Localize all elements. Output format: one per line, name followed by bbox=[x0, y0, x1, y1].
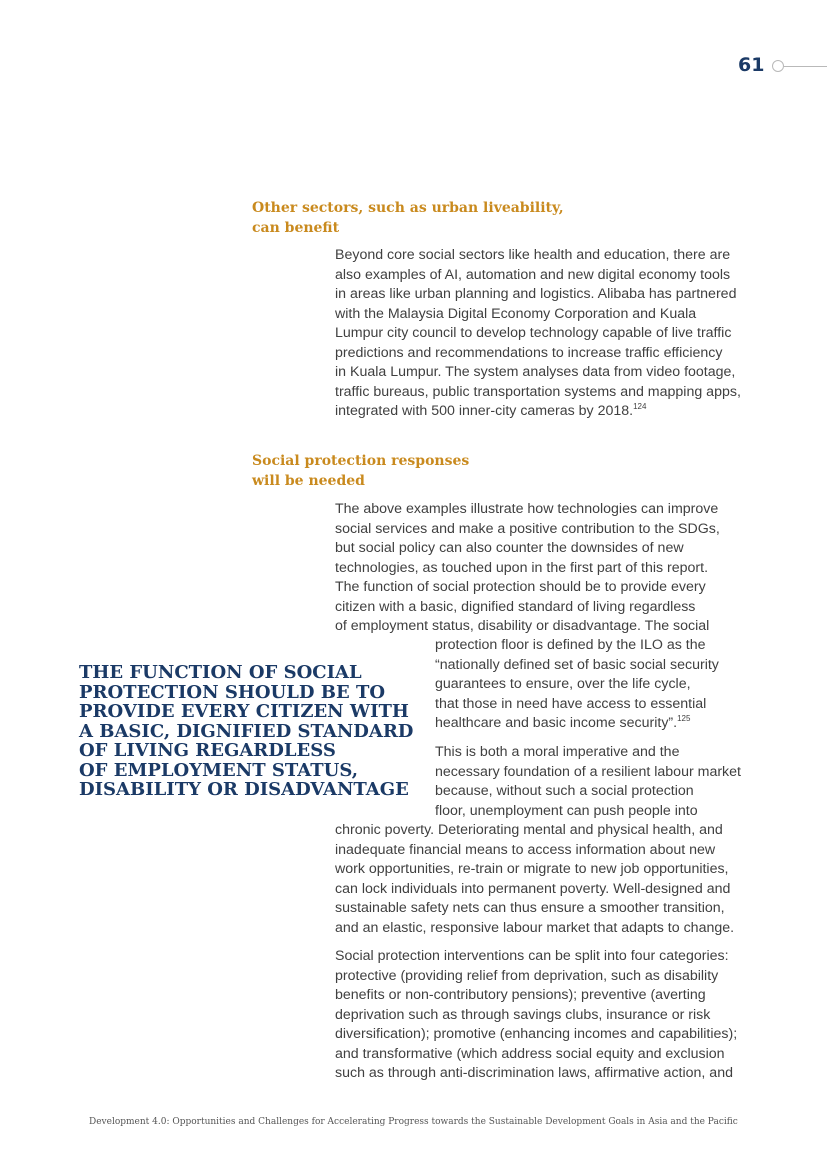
page-number-line-decoration bbox=[784, 66, 827, 67]
pull-quote-line: OF LIVING REGARDLESS bbox=[79, 740, 336, 761]
text-line: can lock individuals into permanent poverty. Well-designed and bbox=[335, 880, 731, 897]
paragraph-urban-liveability bbox=[335, 246, 741, 422]
text-line: This is both a moral imperative and the bbox=[435, 744, 680, 760]
page-number-circle-decoration bbox=[772, 60, 784, 72]
text-line: necessary foundation of a resilient labour market bbox=[435, 763, 741, 780]
text-line: that those in need have access to essential bbox=[435, 695, 707, 712]
text-line: and transformative (which address social equity and exclusion bbox=[335, 1045, 725, 1062]
paragraph-moral-imperative-continued bbox=[335, 821, 734, 938]
text-line: chronic poverty. Deteriorating mental and physical health, and bbox=[335, 822, 723, 838]
text-line: The above examples illustrate how technologies can improve bbox=[335, 501, 719, 517]
text-line-content: healthcare and basic income security”. bbox=[435, 715, 678, 731]
text-line: also examples of AI, automation and new digital economy tools bbox=[335, 266, 731, 283]
text-line: Lumpur city council to develop technology capable of live traffic bbox=[335, 325, 732, 341]
text-line: protection floor is defined by the ILO as the bbox=[435, 637, 706, 653]
page-footer: Development 4.0: Opportunities and Challenges for Accelerating Progress towards the Sustainable Development Goals in Asia and the Pacific bbox=[89, 1117, 738, 1127]
text-line: and an elastic, responsive labour market that adapts to change. bbox=[335, 919, 735, 936]
page-number: 61 bbox=[738, 54, 765, 76]
text-line-content: integrated with 500 inner-city cameras by 2018. bbox=[335, 403, 634, 419]
heading-line: Other sectors, such as urban liveability, bbox=[252, 200, 564, 216]
text-line: inadequate financial means to access information about new bbox=[335, 841, 716, 858]
paragraph-moral-imperative bbox=[435, 743, 741, 821]
pull-quote-line: OF EMPLOYMENT STATUS, bbox=[79, 759, 358, 781]
text-line: but social policy can also counter the downsides of new bbox=[335, 540, 684, 556]
text-line: diversification); promotive (enhancing incomes and capabilities); bbox=[335, 1026, 738, 1042]
text-line: floor, unemployment can push people into bbox=[435, 802, 698, 819]
text-line: because, without such a social protection bbox=[435, 783, 694, 799]
heading-line: will be needed bbox=[252, 473, 365, 489]
footnote-ref-125: 125 bbox=[677, 714, 691, 723]
pull-quote bbox=[79, 663, 413, 800]
text-line: predictions and recommendations to increase traffic efficiency bbox=[335, 344, 723, 361]
text-line: “nationally defined set of basic social security bbox=[435, 656, 719, 673]
footnote-ref-124: 124 bbox=[633, 402, 647, 411]
pull-quote-line: PROVIDE EVERY CITIZEN WITH bbox=[79, 701, 409, 722]
pull-quote-line: A BASIC, DIGNIFIED STANDARD bbox=[79, 720, 414, 742]
text-line: such as through anti-discrimination laws, affirmative action, and bbox=[335, 1065, 733, 1081]
text-line: benefits or non-contributory pensions); preventive (averting bbox=[335, 987, 706, 1003]
text-line: Social protection interventions can be split into four categories: bbox=[335, 948, 729, 964]
text-line: of employment status, disability or disadvantage. The social bbox=[335, 618, 710, 634]
text-line bbox=[335, 402, 741, 422]
pull-quote-line: PROTECTION SHOULD BE TO bbox=[79, 681, 386, 703]
text-line: traffic bureaus, public transportation systems and mapping apps, bbox=[335, 383, 741, 400]
text-line bbox=[435, 714, 719, 734]
heading-line: Social protection responses bbox=[252, 453, 470, 469]
heading-line: can benefit bbox=[252, 220, 340, 236]
pull-quote-line: DISABILITY OR DISADVANTAGE bbox=[79, 779, 409, 800]
text-line: with the Malaysia Digital Economy Corporation and Kuala bbox=[335, 305, 697, 322]
text-line: citizen with a basic, dignified standard of living regardless bbox=[335, 598, 696, 615]
section-heading-social-protection bbox=[252, 451, 469, 491]
text-line: protective (providing relief from deprivation, such as disability bbox=[335, 967, 719, 984]
text-line: guarantees to ensure, over the life cycle, bbox=[435, 676, 691, 692]
text-line: technologies, as touched upon in the first part of this report. bbox=[335, 559, 709, 576]
text-line: social services and make a positive contribution to the SDGs, bbox=[335, 520, 720, 537]
text-line: sustainable safety nets can thus ensure a smoother transition, bbox=[335, 900, 725, 916]
section-heading-urban-liveability bbox=[252, 198, 564, 238]
text-line: The function of social protection should be to provide every bbox=[335, 579, 706, 595]
paragraph-social-protection-intro bbox=[335, 500, 720, 637]
text-line: in areas like urban planning and logistics. Alibaba has partnered bbox=[335, 286, 737, 302]
text-line: deprivation such as through savings clubs, insurance or risk bbox=[335, 1006, 711, 1023]
text-line: Beyond core social sectors like health and education, there are bbox=[335, 247, 731, 263]
pull-quote-line: THE FUNCTION OF SOCIAL bbox=[79, 662, 362, 683]
paragraph-intervention-categories bbox=[335, 947, 737, 1084]
text-line: work opportunities, re-train or migrate to new job opportunities, bbox=[335, 861, 729, 877]
paragraph-ilo-definition bbox=[435, 636, 719, 734]
text-line: in Kuala Lumpur. The system analyses data from video footage, bbox=[335, 364, 736, 380]
